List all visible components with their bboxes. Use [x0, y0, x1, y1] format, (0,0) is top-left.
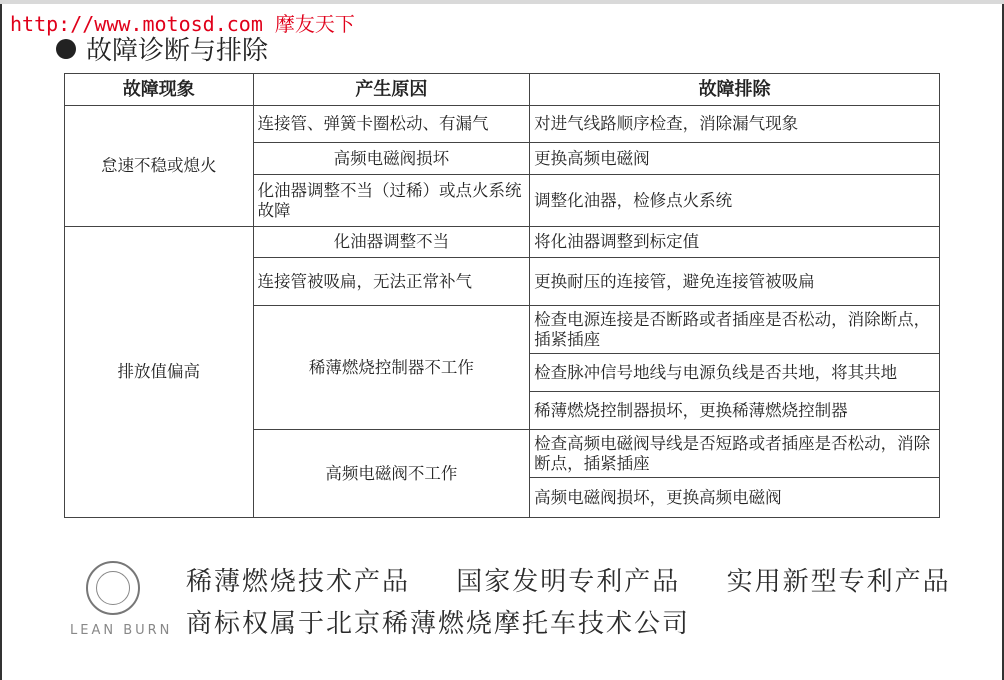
footer — [66, 555, 966, 655]
cause-cell: 化油器调整不当（过稀）或点火系统故障 — [253, 175, 530, 227]
logo-inner-ring — [96, 571, 130, 605]
fix-cell: 更换高频电磁阀 — [530, 143, 940, 175]
cause-cell: 稀薄燃烧控制器不工作 — [253, 306, 530, 430]
fix-cell: 检查高频电磁阀导线是否短路或者插座是否松动，消除断点，插紧插座 — [530, 430, 940, 478]
fix-cell: 稀薄燃烧控制器损坏，更换稀薄燃烧控制器 — [530, 392, 940, 430]
table-row — [65, 227, 940, 258]
fix-cell: 检查脉冲信号地线与电源负线是否共地，将其共地 — [530, 354, 940, 392]
fix-cell: 检查电源连接是否断路或者插座是否松动，消除断点，插紧插座 — [530, 306, 940, 354]
cause-cell: 连接管、弹簧卡圈松动、有漏气 — [253, 106, 530, 143]
cause-cell: 连接管被吸扁，无法正常补气 — [253, 258, 530, 306]
watermark-url[interactable]: http://www.motosd.com 摩友天下 — [10, 12, 355, 36]
symptom-cell: 怠速不稳或熄火 — [65, 106, 254, 227]
footer-products — [186, 561, 987, 598]
header-symptom: 故障现象 — [65, 74, 254, 106]
section-heading — [56, 30, 268, 67]
symptom-cell: 排放值偏高 — [65, 227, 254, 518]
table-row — [65, 106, 940, 143]
footer-product-3: 实用新型专利产品 — [726, 567, 951, 597]
lean-burn-logo-icon — [86, 561, 140, 615]
fault-table — [64, 73, 940, 518]
footer-product-1: 稀薄燃烧技术产品 — [186, 567, 411, 597]
logo-text: LEAN BURN — [70, 623, 173, 638]
table-header-row — [65, 74, 940, 106]
fix-cell: 对进气线路顺序检查，消除漏气现象 — [530, 106, 940, 143]
fix-cell: 调整化油器，检修点火系统 — [530, 175, 940, 227]
fix-cell: 更换耐压的连接管，避免连接管被吸扁 — [530, 258, 940, 306]
fix-cell: 将化油器调整到标定值 — [530, 227, 940, 258]
footer-trademark: 商标权属于北京稀薄燃烧摩托车技术公司 — [186, 609, 691, 639]
bullet-icon — [56, 39, 76, 59]
footer-product-2: 国家发明专利产品 — [456, 567, 681, 597]
header-fix: 故障排除 — [530, 74, 940, 106]
cause-cell: 高频电磁阀不工作 — [253, 430, 530, 518]
cause-cell: 高频电磁阀损坏 — [253, 143, 530, 175]
fix-cell: 高频电磁阀损坏，更换高频电磁阀 — [530, 478, 940, 518]
header-cause: 产生原因 — [253, 74, 530, 106]
top-rule — [0, 0, 1004, 4]
section-title: 故障诊断与排除 — [86, 36, 269, 66]
cause-cell: 化油器调整不当 — [253, 227, 530, 258]
